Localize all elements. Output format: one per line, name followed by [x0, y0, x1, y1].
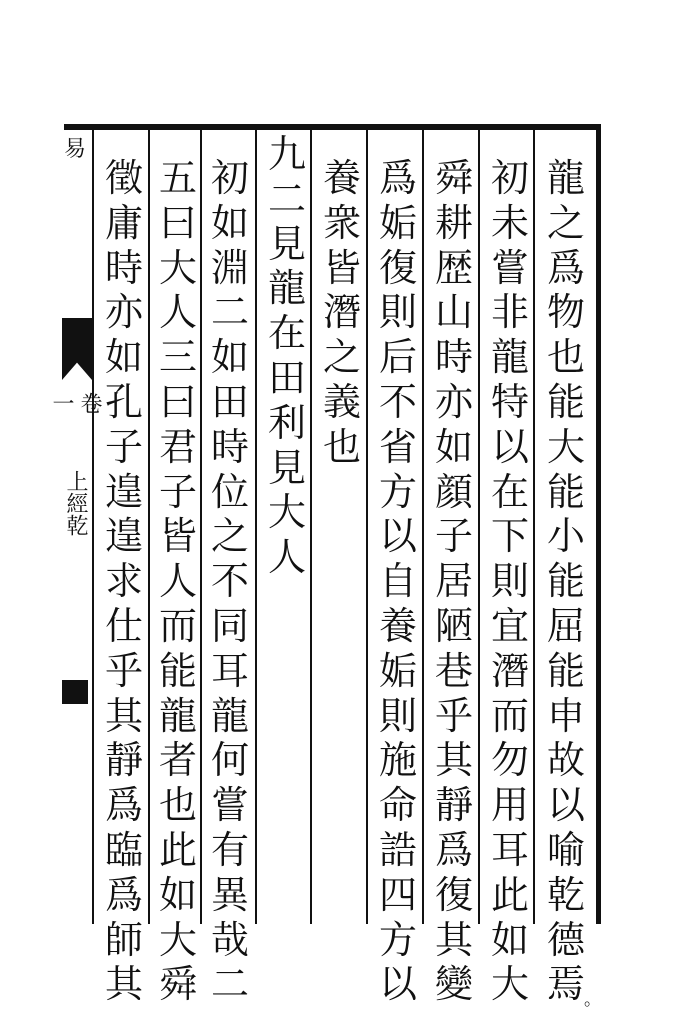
character: 如	[210, 335, 249, 380]
character: 大	[158, 245, 197, 290]
character: 施	[378, 738, 417, 783]
character: 后	[378, 335, 417, 380]
character: 耳	[210, 648, 249, 693]
character: 嘗	[210, 783, 249, 828]
character: 陋	[434, 603, 473, 648]
character: 之	[322, 335, 361, 380]
character: 此	[490, 872, 529, 917]
character: 爲	[104, 783, 143, 828]
character: 小	[546, 514, 585, 559]
character: 姤	[378, 648, 417, 693]
character: 其	[104, 693, 143, 738]
character: 復	[378, 245, 417, 290]
character: 五	[158, 156, 197, 200]
character: 以	[378, 962, 417, 1007]
character: 用	[490, 783, 529, 828]
character: 養	[378, 603, 417, 648]
text-column-7	[204, 156, 256, 1007]
character: 初	[490, 156, 529, 200]
character: 能	[546, 469, 585, 514]
character: 義	[322, 379, 361, 424]
character: 孔	[104, 379, 143, 424]
character: 田	[267, 355, 306, 400]
character: 龍	[267, 266, 306, 311]
character: 復	[434, 872, 473, 917]
character: 龍	[210, 693, 249, 738]
character: 龍	[158, 693, 197, 738]
character: 變	[434, 962, 473, 1007]
character: 曰	[158, 200, 197, 245]
character: 能	[546, 648, 585, 693]
character: 有	[210, 827, 249, 872]
character: 也	[158, 783, 197, 828]
character: 耳	[490, 827, 529, 872]
character: 求	[104, 559, 143, 604]
character: 申	[546, 693, 585, 738]
character: 歴	[434, 245, 473, 290]
top-border	[64, 124, 600, 130]
text-column-3	[428, 156, 480, 1007]
character: 姤	[378, 200, 417, 245]
character: 靜	[434, 783, 473, 828]
character: 同	[210, 603, 249, 648]
character: 自	[378, 559, 417, 604]
character: 何	[210, 738, 249, 783]
text-column-9	[98, 156, 150, 1007]
character: 在	[490, 469, 529, 514]
character: 下	[490, 514, 529, 559]
right-border	[596, 124, 601, 924]
character: 省	[378, 424, 417, 469]
character: 初	[210, 156, 249, 200]
character: 人	[158, 559, 197, 604]
character: 利	[267, 400, 306, 445]
character: 子	[104, 424, 143, 469]
character: 乎	[104, 648, 143, 693]
character: 田	[210, 379, 249, 424]
character: 見	[267, 221, 306, 266]
character: 勿	[490, 738, 529, 783]
character: 爲	[434, 827, 473, 872]
character: 則	[378, 693, 417, 738]
margin-label	[49, 392, 102, 420]
character: 大	[490, 962, 529, 1007]
character: 能	[158, 648, 197, 693]
character: 衆	[322, 200, 361, 245]
margin-top-glyph: 易	[63, 137, 86, 162]
character: 則	[378, 290, 417, 335]
character: 嘗	[490, 245, 529, 290]
character: 則	[490, 559, 529, 604]
character: 時	[104, 245, 143, 290]
text-column-1	[540, 156, 592, 1007]
character: 居	[434, 559, 473, 604]
character: 二	[210, 290, 249, 335]
character: 巷	[434, 648, 473, 693]
character: 潛	[490, 648, 529, 693]
text-column-6	[261, 132, 313, 580]
character: 誥	[378, 827, 417, 872]
character: 而	[158, 603, 197, 648]
character: 如	[104, 335, 143, 380]
character: 淵	[210, 245, 249, 290]
character: 位	[210, 469, 249, 514]
character: 其	[434, 738, 473, 783]
character: 臨	[104, 827, 143, 872]
character: 也	[322, 424, 361, 469]
character: 養	[322, 156, 361, 200]
character: 遑	[104, 469, 143, 514]
character: 龍	[490, 335, 529, 380]
character: 仕	[104, 603, 143, 648]
character: 宜	[490, 603, 529, 648]
character: 非	[490, 290, 529, 335]
character: 三	[158, 335, 197, 380]
character: 大	[158, 917, 197, 962]
character: 能	[546, 379, 585, 424]
character: 之	[546, 200, 585, 245]
character: 靜	[104, 738, 143, 783]
character: 潛	[322, 290, 361, 335]
section-label: 上經乾	[63, 470, 88, 536]
character: 如	[158, 872, 197, 917]
character: 二	[210, 962, 249, 1007]
text-column-4	[372, 156, 424, 1007]
character: 如	[210, 200, 249, 245]
character: 二	[267, 176, 306, 221]
character: 爲	[546, 245, 585, 290]
character: 曰	[158, 379, 197, 424]
character: 德	[546, 917, 585, 962]
fore-edge-rule	[92, 130, 94, 924]
character: 人	[158, 290, 197, 335]
character: 大	[267, 490, 306, 535]
character: 見	[267, 445, 306, 490]
character: 皆	[322, 245, 361, 290]
margin-section	[60, 470, 90, 536]
text-column-2	[484, 156, 536, 1007]
character: 命	[378, 783, 417, 828]
character: 乾	[546, 872, 585, 917]
character: 舜	[158, 962, 197, 1007]
character: 庸	[104, 200, 143, 245]
character: 未	[490, 200, 529, 245]
page-number-mark	[62, 680, 88, 704]
character: 時	[434, 335, 473, 380]
text-column-8	[152, 156, 204, 1007]
character: 九	[267, 132, 306, 176]
character: 物	[546, 290, 585, 335]
character: 如	[434, 424, 473, 469]
character: 乎	[434, 693, 473, 738]
character: 而	[490, 693, 529, 738]
fishtail-mark	[62, 318, 92, 380]
character: 之	[210, 514, 249, 559]
character: 大	[546, 424, 585, 469]
character: 遑	[104, 514, 143, 559]
volume-label: 卷一	[49, 392, 102, 414]
character: 喻	[546, 827, 585, 872]
character: 方	[378, 917, 417, 962]
character: 子	[158, 469, 197, 514]
character: 山	[434, 290, 473, 335]
character: 不	[378, 379, 417, 424]
character: 舜	[434, 156, 473, 200]
character: 亦	[104, 290, 143, 335]
character: 子	[434, 514, 473, 559]
character: 如	[490, 917, 529, 962]
character: 者	[158, 738, 197, 783]
character: 四	[378, 872, 417, 917]
margin-title	[60, 136, 90, 164]
character: 故	[546, 738, 585, 783]
character: 能	[546, 559, 585, 604]
character: 君	[158, 424, 197, 469]
character: 不	[210, 559, 249, 604]
character: 焉	[546, 962, 585, 1007]
character: 以	[378, 514, 417, 559]
character: 徵	[104, 156, 143, 200]
character: 哉	[210, 917, 249, 962]
text-column-5	[316, 156, 368, 470]
character: 也	[546, 335, 585, 380]
character: 其	[434, 917, 473, 962]
character: 人	[267, 535, 306, 580]
character: 以	[490, 424, 529, 469]
character: 皆	[158, 514, 197, 559]
character: 其	[104, 962, 143, 1007]
character: 在	[267, 311, 306, 356]
character: 顔	[434, 469, 473, 514]
character: 師	[104, 917, 143, 962]
character: 爲	[378, 156, 417, 200]
character: 特	[490, 379, 529, 424]
character: 時	[210, 424, 249, 469]
punctuation-mark: 。	[584, 990, 601, 1011]
character: 爲	[104, 872, 143, 917]
character: 方	[378, 469, 417, 514]
character: 以	[546, 783, 585, 828]
character: 亦	[434, 379, 473, 424]
character: 異	[210, 872, 249, 917]
character: 耕	[434, 200, 473, 245]
character: 龍	[546, 156, 585, 200]
character: 此	[158, 827, 197, 872]
character: 屈	[546, 603, 585, 648]
